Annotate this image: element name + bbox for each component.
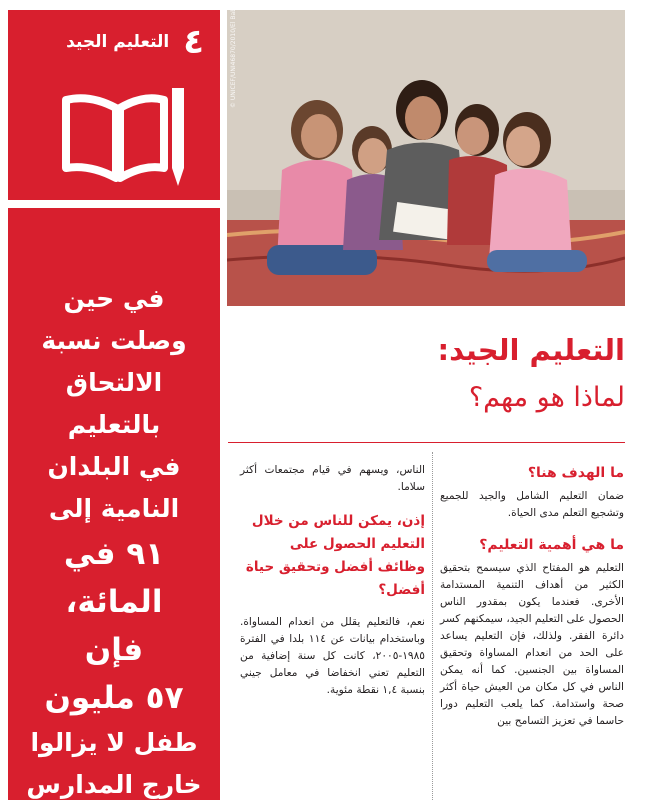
title-block [240,330,625,418]
stat-line: خارج المدارس [26,770,202,799]
title-divider [228,442,625,443]
stat-line: النامية إلى [48,494,180,523]
stat-line: فإن [84,632,144,668]
inequality-paragraph: نعم، فالتعليم يقلل من انعدام المساواة. وباستخدام بيانات عن ١١٤ بلدا في الفترة ١٩٨٥-٢٠٠٥، كانت كل سنة إضافية من التعليم تعني انخفاضا في معامل جيني بنسبة ١,٤ نقطة مئوية. [240,616,426,696]
page-title: التعليم الجيد: [437,333,625,367]
page-subtitle: لماذا هو مهم؟ [468,382,625,413]
book-pencil-icon [60,82,188,192]
column-rule [432,452,433,800]
goal-header [18,24,204,60]
goal-number: ٤ [183,22,204,62]
stat-panel [8,208,220,800]
left-column [240,462,425,699]
right-column [440,462,624,730]
pull-quote: إذن، يمكن للناس من خلال التعليم الحصول على وظائف أفضل وتحقيق حياة أفضل؟ [245,513,425,598]
stat-text [14,278,214,806]
answer-importance: التعليم هو المفتاح الذي سيسمح بتحقيق الكثير من أهداف التنمية المستدامة الأخرى. فعندما يكون بمقدور الناس الحصول على التعليم الجيد، سيمكنهم كسر دائرة الفقر. ولذلك، فإن التعليم يساعد على الحد من انعدام المساواة وتحقيق المساواة بين الجنسين. كما أنه يمكن الناس في كل مكان من العيش حياة أكثر صحة واستدامة. كما يلعب التعليم دورا حاسما في تعزيز التسامح بين [440,562,624,727]
stat-line: وصلت نسبة [41,326,187,355]
goal-title: التعليم الجيد [66,32,170,52]
answer-goal: ضمان التعليم الشامل والجيد للجميع وتشجيع التعلم مدى الحياة. [440,490,624,519]
stat-line: في البلدان [47,452,181,481]
question-goal: ما الهدف هنا؟ [527,465,624,481]
continued-paragraph: الناس، ويسهم في قيام مجتمعات أكثر سلاما. [240,464,425,493]
stat-line: ٥٧ مليون [44,680,184,716]
stat-line: طفل لا يزالوا [30,728,198,757]
children-reading-photo [227,10,625,306]
stat-line: الالتحاق [65,368,163,397]
stat-line: ٩١ في المائة، [63,536,165,620]
photo-illustration [227,10,625,306]
stat-line: في حين [63,284,165,313]
question-importance: ما هي أهمية التعليم؟ [479,537,624,553]
photo-credit: © UNICEF/UNI46870/2010/El Baba [230,4,237,108]
stat-line: بالتعليم [67,410,161,439]
goal-badge [8,10,220,200]
